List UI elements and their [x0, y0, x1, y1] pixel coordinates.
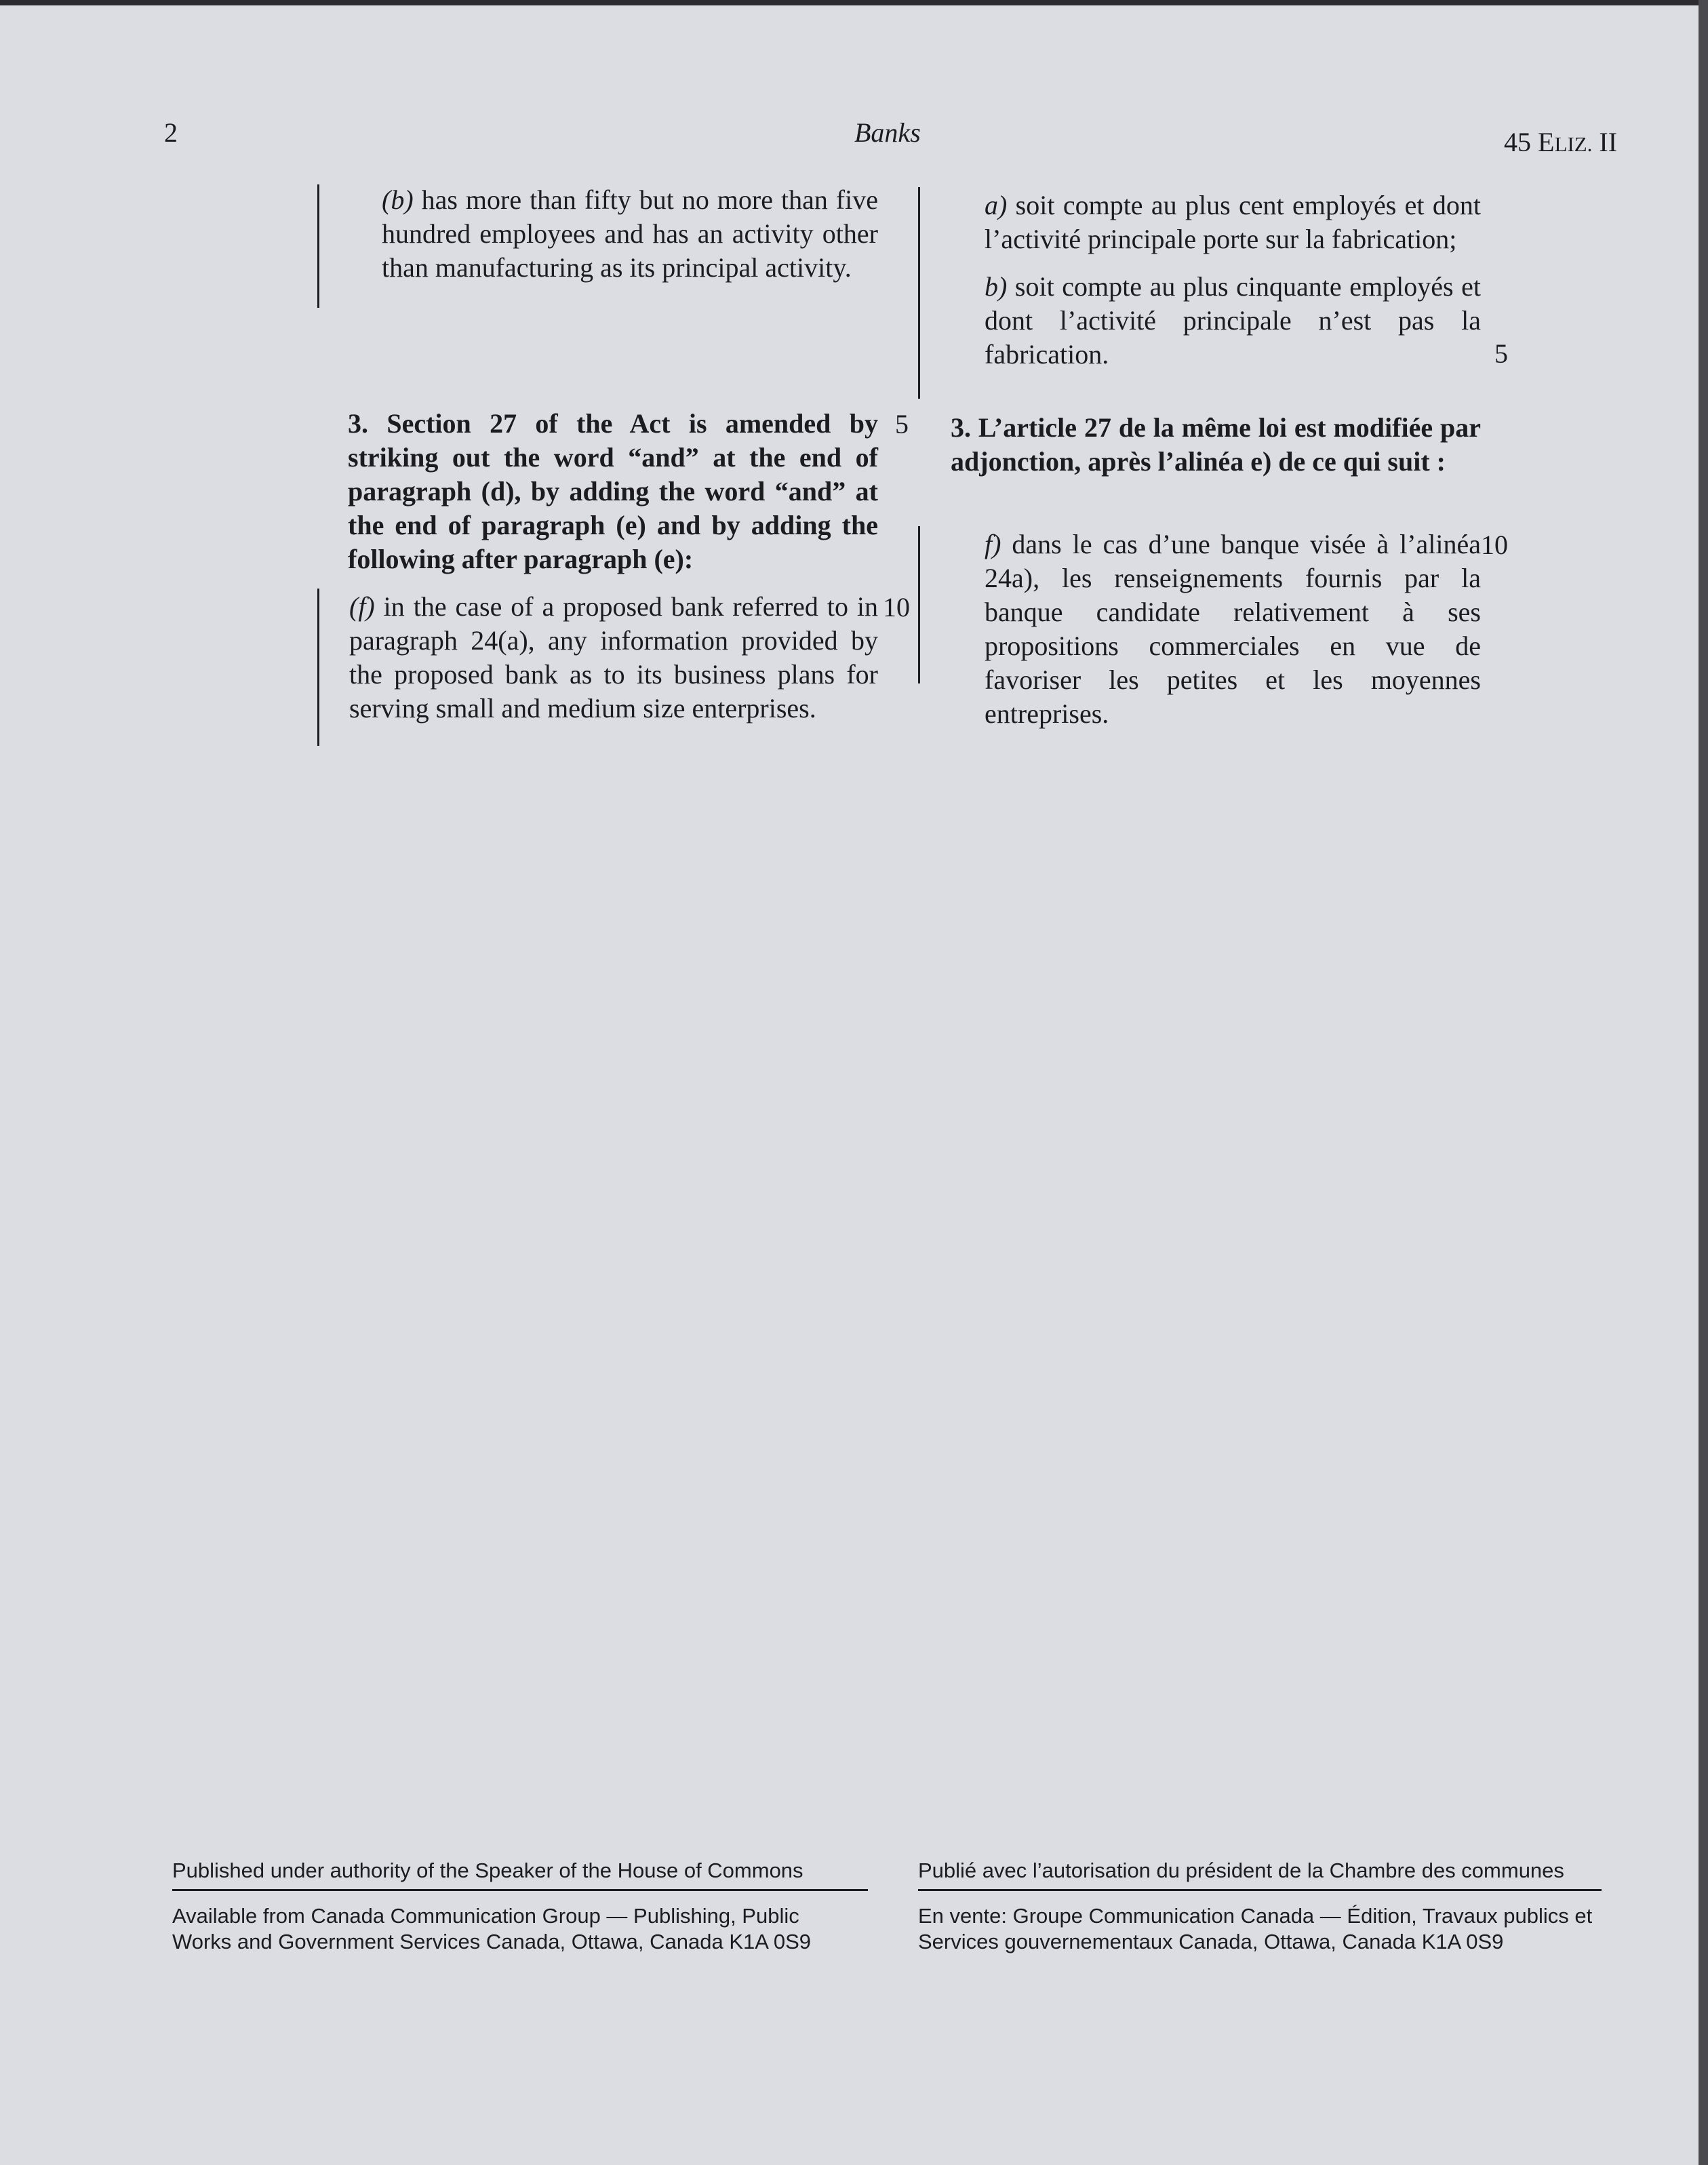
page-number: 2: [164, 117, 178, 148]
regnal-prefix: 45 E: [1504, 127, 1555, 157]
fr-line-number-5: 5: [1494, 338, 1508, 369]
running-title: Banks: [854, 117, 921, 148]
english-paragraph-f-block: [315, 590, 878, 726]
en-paragraph-b: [315, 183, 878, 285]
fr-section3-heading: 3. L’article 27 de la même loi est modifiée par adjonction, après l’alinéa e) de ce qui suit :: [951, 412, 1481, 477]
regnal-year: [1504, 126, 1617, 158]
footer-fr-rule: [918, 1889, 1602, 1891]
footer-english: [172, 1858, 868, 1955]
en-section3-heading: 3. Section 27 of the Act is amended by striking out the word “and” at the end of paragraph (d), by adding the word “and” at the end of paragraph (e) and by adding the following after paragraph (e):: [348, 408, 878, 574]
en-line-number-10: 10: [883, 592, 910, 622]
fr-para-b-text: soit compte au plus cinquante employés et dont l’activité principale n’est pas la fabrication.: [985, 271, 1481, 370]
en-para-f-label: (f): [349, 591, 375, 622]
fr-paragraph-a: [951, 188, 1481, 256]
en-paragraph-f: [315, 590, 878, 726]
fr-para-b-label: b): [985, 271, 1008, 302]
page-edge-right: [1699, 0, 1708, 2165]
regnal-suffix: II: [1592, 127, 1618, 157]
english-column: [315, 183, 878, 285]
fr-paragraph-b: [951, 270, 1481, 372]
footer-en-rule: [172, 1889, 868, 1891]
fr-para-f-text: dans le cas d’une banque visée à l’alinéa 24a), les renseignements fournis par la banque candidate relativement à ses propositions commerciales en vue de favoriser les petites et les moyennes entreprises.: [985, 529, 1481, 729]
en-para-b-label: (b): [382, 184, 414, 215]
fr-line-number-10: 10: [1481, 530, 1508, 560]
regnal-smallcaps: LIZ.: [1554, 132, 1593, 156]
footer-fr-available: En vente: Groupe Communication Canada — Édition, Travaux publics et Services gouvernementaux Canada, Ottawa, Canada K1A 0S9: [918, 1904, 1593, 1953]
french-paragraph-f-block: [951, 528, 1481, 731]
fr-para-a-text: soit compte au plus cent employés et dont l’activité principale porte sur la fabrication;: [985, 190, 1481, 254]
en-line-number-5: 5: [895, 409, 909, 439]
fr-para-a-label: a): [985, 190, 1008, 220]
french-column: [951, 188, 1481, 372]
en-para-b-text: has more than fifty but no more than five hundred employees and has an activity other than manufacturing as its principal activity.: [382, 184, 878, 283]
fr-paragraph-f: [951, 528, 1481, 731]
french-section-3: [951, 411, 1481, 479]
footer-french: [918, 1858, 1602, 1955]
change-bar-fr-ab: [918, 187, 920, 399]
en-para-f-text: in the case of a proposed bank referred to in paragraph 24(a), any information provided by the proposed bank as to its business plans for serving small and medium size enterprises.: [349, 591, 878, 723]
page-edge-top: [0, 0, 1708, 5]
fr-para-f-label: f): [985, 529, 1001, 559]
change-bar-fr-f: [918, 526, 920, 683]
footer-en-available: Available from Canada Communication Group — Publishing, Public Works and Government Services Canada, Ottawa, Canada K1A 0S9: [172, 1904, 811, 1953]
footer-fr-authority: Publié avec l’autorisation du président de la Chambre des communes: [918, 1859, 1564, 1882]
footer-en-authority: Published under authority of the Speaker of the House of Commons: [172, 1859, 803, 1882]
english-section-3: [315, 407, 878, 576]
